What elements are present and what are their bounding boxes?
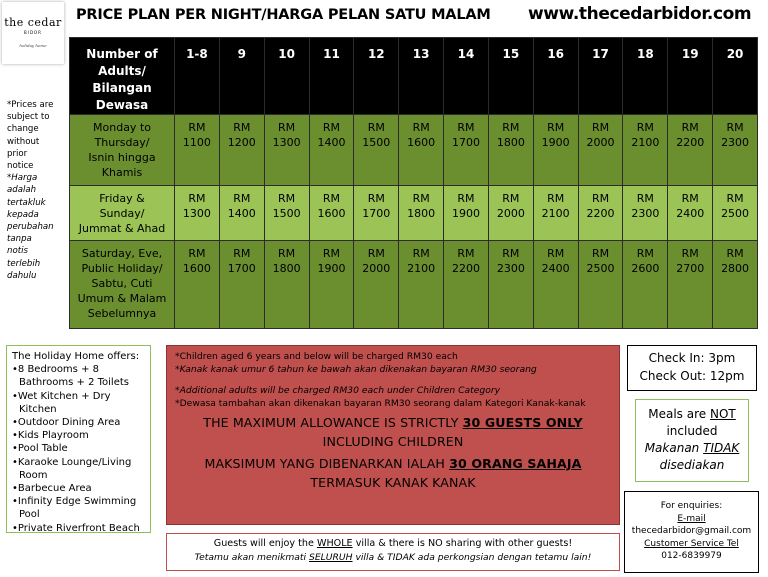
price-cell: RM 2200 — [578, 186, 623, 241]
meals-ms-2: disediakan — [659, 458, 725, 472]
price-table-body — [70, 115, 758, 329]
price-cell: RM 2200 — [668, 115, 713, 186]
header-adult-count: 11 — [309, 38, 354, 115]
price-note-malay: *Harga adalah tertakluk kepada perubahan tanpa notis terlebih dahulu — [7, 173, 54, 281]
logo — [2, 2, 64, 64]
list-item: •Private Riverfront Beach — [12, 522, 140, 534]
price-cell: RM 1900 — [533, 115, 578, 186]
meals-ms: Makanan TIDAK — [644, 441, 740, 455]
price-cell: RM 1400 — [219, 186, 264, 241]
bullet-icon: • — [12, 522, 18, 534]
table-row — [70, 241, 758, 329]
header-adult-count: 15 — [488, 38, 533, 115]
header-adult-count: 16 — [533, 38, 578, 115]
price-cell: RM 2400 — [668, 186, 713, 241]
price-cell: RM 2300 — [623, 186, 668, 241]
price-cell: RM 1800 — [399, 186, 444, 241]
header-adult-count: 19 — [668, 38, 713, 115]
children-rule-ms: *Kanak kanak umur 6 tahun ke bawah akan dikenakan bayaran RM30 seorang — [175, 364, 537, 375]
list-item: •Wet Kitchen + Dry Kitchen — [12, 390, 111, 415]
price-change-note — [7, 99, 63, 282]
price-note-english: *Prices are subject to change without prior notice — [7, 100, 54, 172]
website-url: www.thecedarbidor.com — [528, 4, 752, 24]
price-cell: RM 2300 — [488, 241, 533, 329]
guest-rules-panel — [166, 345, 620, 525]
max-guests-ms-emphasis: 30 ORANG SAHAJA — [449, 456, 582, 471]
price-cell: RM 2500 — [578, 241, 623, 329]
day-label: Saturday, Eve, Public Holiday/ Sabtu, Cuti Umum & Malam Sebelumnya — [70, 241, 175, 329]
table-row — [70, 186, 758, 241]
header-adult-count: 20 — [713, 38, 758, 115]
max-guests-ms: MAKSIMUM YANG DIBENARKAN IALAH 30 ORANG SAHAJA TERMASUK KANAK KANAK — [204, 456, 582, 490]
day-label: Friday & Sunday/ Jummat & Ahad — [70, 186, 175, 241]
price-cell: RM 2400 — [533, 241, 578, 329]
whole-villa-note — [166, 533, 620, 571]
price-cell: RM 1700 — [444, 115, 489, 186]
price-cell: RM 2300 — [713, 115, 758, 186]
email-address[interactable]: thecedarbidor@gmail.com — [631, 526, 752, 536]
header-adult-count: 10 — [264, 38, 309, 115]
bullet-icon: • — [12, 496, 18, 508]
price-cell: RM 1800 — [264, 241, 309, 329]
price-cell: RM 2000 — [578, 115, 623, 186]
bullet-icon: • — [12, 443, 18, 455]
list-item: •Infinity Edge Swimming Pool — [12, 496, 137, 521]
bullet-icon: • — [12, 417, 18, 429]
price-cell: RM 2100 — [533, 186, 578, 241]
price-cell: RM 2500 — [713, 186, 758, 241]
header-adults-label: Number of Adults/ Bilangan Dewasa — [70, 38, 175, 115]
bullet-icon: • — [12, 483, 18, 495]
list-item: •Outdoor Dining Area — [12, 417, 121, 429]
adults-rule-en: *Additional adults will be charged RM30 each under Children Category — [175, 385, 501, 396]
check-out-time: Check Out: 12pm — [639, 369, 745, 383]
max-guests-en-emphasis: 30 GUESTS ONLY — [462, 415, 583, 430]
list-item: •Pool Table — [12, 443, 68, 455]
price-cell: RM 1200 — [219, 115, 264, 186]
bullet-icon: • — [12, 430, 18, 442]
enquiries-heading: For enquiries: — [660, 501, 723, 511]
children-rule-en: *Children aged 6 years and below will be charged RM30 each — [175, 351, 458, 362]
list-item: •8 Bedrooms + 8 Bathrooms + 2 Toilets — [12, 364, 129, 389]
list-item: •Karaoke Lounge/Living Room — [12, 456, 132, 481]
price-cell: RM 1700 — [354, 186, 399, 241]
adults-rule-ms: *Dewasa tambahan akan dikenakan bayaran RM30 seorang dalam Kategori Kanak-kanak — [175, 398, 586, 409]
header-adult-count: 12 — [354, 38, 399, 115]
meals-box — [635, 399, 749, 482]
price-cell: RM 1700 — [219, 241, 264, 329]
header-adult-count: 13 — [399, 38, 444, 115]
amenities-heading: The Holiday Home offers: — [12, 351, 140, 362]
price-cell: RM 1500 — [354, 115, 399, 186]
header-adult-count: 9 — [219, 38, 264, 115]
price-table — [69, 37, 758, 329]
meals-en-2: included — [666, 424, 718, 438]
header-adult-count: 14 — [444, 38, 489, 115]
price-cell: RM 1400 — [309, 115, 354, 186]
bullet-icon: • — [12, 364, 18, 376]
enquiries-box — [624, 491, 759, 573]
list-item: •Barbecue Area — [12, 483, 92, 495]
price-cell: RM 1300 — [175, 186, 220, 241]
page-title: PRICE PLAN PER NIGHT/HARGA PELAN SATU MALAM — [76, 7, 491, 23]
price-cell: RM 1600 — [309, 186, 354, 241]
price-table-header — [70, 38, 758, 115]
logo-sub: BIDOR — [24, 30, 42, 35]
price-cell: RM 1900 — [444, 186, 489, 241]
price-cell: RM 2100 — [623, 115, 668, 186]
price-cell: RM 2800 — [713, 241, 758, 329]
whole-villa-en: Guests will enjoy the WHOLE villa & there is NO sharing with other guests! — [213, 538, 573, 549]
table-row — [70, 115, 758, 186]
header-adult-count: 17 — [578, 38, 623, 115]
price-cell: RM 1600 — [175, 241, 220, 329]
price-cell: RM 2000 — [354, 241, 399, 329]
price-cell: RM 1800 — [488, 115, 533, 186]
price-cell: RM 2200 — [444, 241, 489, 329]
max-guests-en: THE MAXIMUM ALLOWANCE IS STRICTLY 30 GUESTS ONLY INCLUDING CHILDREN — [203, 415, 583, 449]
whole-villa-ms: Tetamu akan menikmati SELURUH villa & TIDAK ada perkongsian dengan tetamu lain! — [194, 552, 592, 563]
meals-en: Meals are NOT — [648, 407, 736, 421]
price-cell: RM 2100 — [399, 241, 444, 329]
amenities-box — [6, 345, 151, 533]
logo-tagline: holiday home — [19, 43, 47, 48]
header-adult-count: 1-8 — [175, 38, 220, 115]
price-cell: RM 2600 — [623, 241, 668, 329]
logo-name: the cedar — [4, 16, 62, 29]
phone-label: Customer Service Tel — [644, 538, 739, 549]
price-cell: RM 2000 — [488, 186, 533, 241]
header-adult-count: 18 — [623, 38, 668, 115]
check-in-time: Check In: 3pm — [648, 351, 736, 365]
list-item: •Kids Playroom — [12, 430, 89, 442]
price-cell: RM 1300 — [264, 115, 309, 186]
amenities-list — [12, 363, 146, 535]
price-cell: RM 1500 — [264, 186, 309, 241]
phone-number[interactable]: 012-6839979 — [661, 551, 722, 561]
price-cell: RM 2700 — [668, 241, 713, 329]
price-cell: RM 1900 — [309, 241, 354, 329]
check-in-out-box — [627, 345, 757, 391]
bullet-icon: • — [12, 456, 18, 468]
price-cell: RM 1600 — [399, 115, 444, 186]
price-cell: RM 1100 — [175, 115, 220, 186]
bullet-icon: • — [12, 390, 18, 402]
email-label: E-mail — [677, 513, 706, 524]
day-label: Monday to Thursday/ Isnin hingga Khamis — [70, 115, 175, 186]
